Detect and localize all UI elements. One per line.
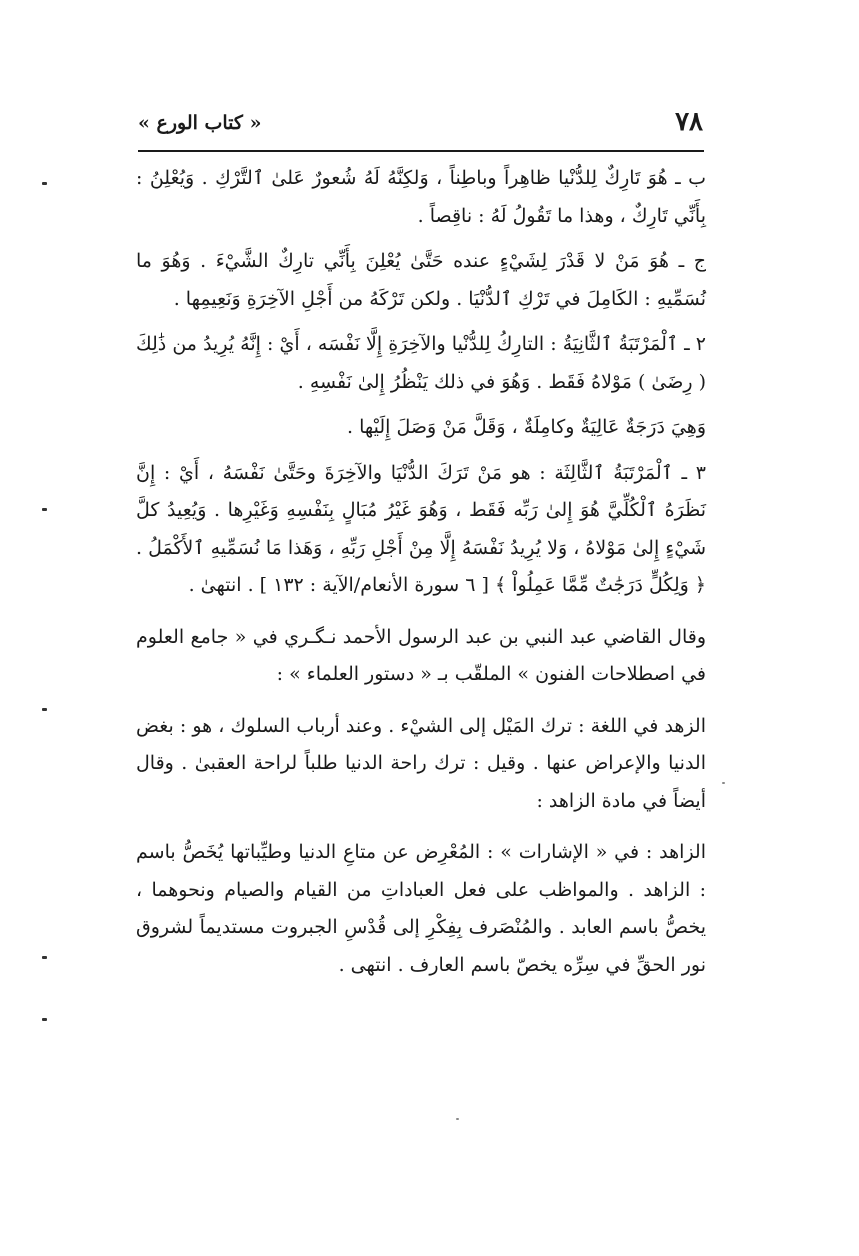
paragraph-second-rank: ٢ ـ ٱلْمَرْتَبَةُ ٱلثَّانِيَةُ : التارِكُ لِلدُّنْيا والآخِرَةِ إِلَّا نَفْسَه ، أَيْ : إِنَّهُ يُرِيدُ من ذَٰلِكَ ( رِضَىٰ ) مَوْلاهُ فَقَط . وَهُوَ في ذلك يَنْظُرُ إِلىٰ نَفْسِهِ .: [136, 333, 706, 393]
margin-mark: [456, 1118, 459, 1120]
paragraph-second-rank-note: وَهِيَ دَرَجَةٌ عَالِيَةٌ وكامِلَةٌ ، وَقَلَّ مَنْ وَصَلَ إِلَيْها .: [347, 416, 706, 438]
paragraph-zuhd-definition: الزهد في اللغة : ترك المَيْل إلى الشيْء . وعند أرباب السلوك ، هو : بغض الدنيا والإعراض عنها . وقيل : ترك راحة الدنيا طلباً لراحة العقبىٰ . وقال أيضاً في مادة الزاهد :: [136, 714, 706, 812]
margin-mark: [42, 708, 47, 711]
paragraph-third-rank: ٣ ـ ٱلْمَرْتَبَةُ ٱلثَّالِثَة : هو مَنْ تَرَكَ الدُّنْيَا والآخِرَةَ وحَتَّىٰ نَفْسَهُ ، أَيْ : إِنَّ نَظَرَهُ ٱلْكُلِّيَّ هُوَ إِلىٰ رَبِّه فَقَط ، وَهُوَ غَيْرُ مُبَالٍ بِنَفْسِهِ وَغَيْرِها . وَيُعِيدُ كلَّ شَيْءٍ إِلىٰ مَوْلاهُ ، وَلا يُرِيدُ نَفْسَهُ إِلَّا مِنْ أَجْلِ رَبِّهِ ، وَهَذا مَا نُسَمِّيهِ ٱلأَكْمَلُ . ﴿ وَلِكُلٍّ دَرَجَٰتٌ مِّمَّا عَمِلُواْ ﴾ [ ٦ سورة الأنعام/الآية : ١٣٢ ] . انتهىٰ .: [136, 461, 706, 596]
paragraph-b: ب ـ هُوَ تَارِكٌ لِلدُّنْيا ظاهِراً وباطِناً ، وَلكِنَّهُ لَهُ شُعورٌ عَلىٰ ٱلتَّرْكِ . وَيُعْلِنُ : بِأَنِّي تَارِكٌ ، وهذا ما تَقُولُ لَهُ : ناقِصاً .: [136, 167, 706, 227]
margin-mark: [722, 782, 725, 784]
page-number: ٧٨: [675, 107, 703, 137]
body-text: [136, 160, 706, 984]
paragraph-j: ج ـ هُوَ مَنْ لا قَدْرَ لِشَيْءٍ عنده حَتَّىٰ يُعْلِنَ بِأَنِّي تارِكٌ الشَّيْءَ . وَهُوَ ما نُسَمِّيهِ : الكَامِلَ في تَرْكِ ٱلدُّنْيَا . ولكن تَرْكَهُ من أَجْلِ الآخِرَةِ وَنَعِيمِها .: [136, 250, 706, 310]
paragraph-zahid-definition: الزاهد : في « الإشارات » : المُعْرِض عن متاعِ الدنيا وطيِّباتها يُخَصُّ باسم : الزاهد . والمواظب على فعل العباداتِ من القيام والصيام ونحوهما ، يخصُّ باسم العابد . والمُنْصَرف بِفِكْرِ إلى قُدْسِ الجبروت مستديماً لشروق نور الحقِّ في سِرِّه يخصّ باسم العارف . انتهى .: [136, 841, 706, 976]
margin-mark: [42, 182, 47, 185]
margin-mark: [42, 508, 47, 511]
header-rule: [138, 150, 704, 152]
margin-mark: [42, 956, 47, 959]
margin-mark: [42, 1018, 47, 1021]
paragraph-citation: وقال القاضي عبد النبي بن عبد الرسول الأحمد نـگـري في « جامع العلوم في اصطلاحات الفنون » الملقّب بـ « دستور العلماء » :: [136, 625, 706, 685]
running-title: « كتاب الورع »: [138, 112, 262, 134]
page-header: [138, 104, 703, 144]
